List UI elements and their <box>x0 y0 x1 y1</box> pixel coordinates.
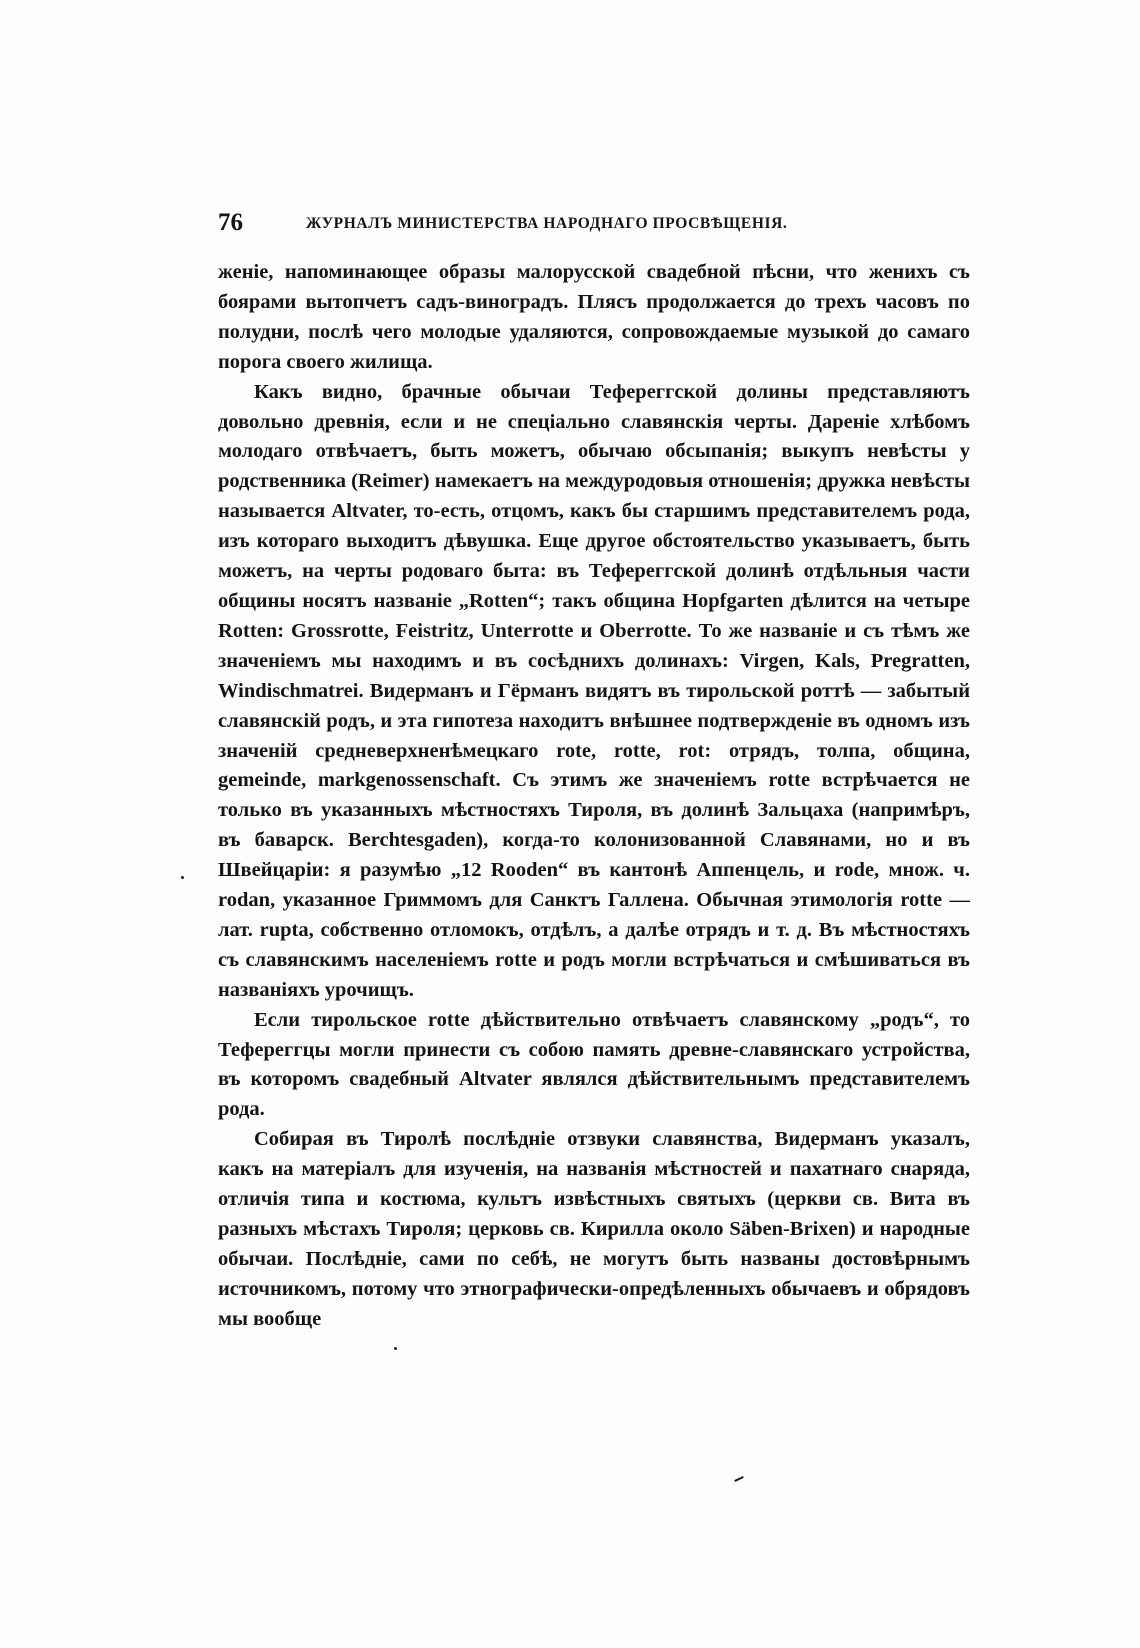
ink-speck <box>394 1347 397 1350</box>
paragraph-slavic-traces: Собирая въ Тиролѣ послѣдніе отзвуки славянства, Видерманъ указалъ, какъ на матеріалъ для изученія, на названія мѣстностей и пахатнаго снаряда, отличія типа и костюма, культъ извѣстныхъ святыхъ (церкви св. Вита въ разныхъ мѣстахъ Тироля; церковь св. Кирилла около Säben-Brixen) и народные обычаи. Послѣдніе, сами по себѣ, не могутъ быть названы достовѣрнымъ источникомъ, потому что этнографически-опредѣленныхъ обычаевъ и обрядовъ мы вообще <box>218 1128 970 1330</box>
paragraph-tyrolean-rotte: Если тирольское rotte дѣйствительно отвѣчаетъ славянскому „родъ“, то Тефереггцы могли принести съ собою память древне-славянскаго устройства, въ которомъ свадебный Altvater являлся дѣйствительнымъ представителемъ рода. <box>218 1008 970 1121</box>
body-text <box>218 258 970 1335</box>
paragraph-continuation: женіе, напоминающее образы малорусской свадебной пѣсни, что женихъ съ боярами вытопчетъ садъ-виноградъ. Плясъ продолжается до трехъ часовъ по полудни, послѣ чего молодые удаляются, сопровождаемые музыкой до самаго порога своего жилища. <box>218 261 970 373</box>
paragraph-wedding-customs: Какъ видно, брачные обычаи Тефереггской долины представляютъ довольно древнія, если и не спеціально славянскія черты. Дареніе хлѣбомъ молодаго отвѣчаетъ, быть можетъ, обычаю обсыпанія; выкупъ невѣсты у родственника (Reimer) намекаетъ на междуродовыя отношенія; дружка невѣсты называется Altvater, то-есть, отцомъ, какъ бы старшимъ представителемъ рода, изъ котораго выходитъ дѣвушка. Еще другое обстоятельство указываетъ, быть можетъ, на черты родоваго быта: въ Тефереггской долинѣ отдѣльныя части общины носятъ названіе „Rotten“; такъ община Hopfgarten дѣлится на четыре Rotten: Grossrotte, Feistritz, Unterrotte и Oberrotte. То же названіе и съ тѣмъ же значеніемъ мы находимъ и въ сосѣднихъ долинахъ: Virgen, Kals, Pregratten, Windischmatrei. Видерманъ и Гёрманъ видятъ въ тирольской роттѣ — забытый славянскій родъ, и эта гипотеза находитъ внѣшнее подтвержденіе въ одномъ изъ значеній средневерхненѣмецкаго rote, rotte, rot: отрядъ, толпа, община, gemeinde, markgenossenschaft. Съ этимъ же значеніемъ rotte встрѣчается не только въ указанныхъ мѣстностяхъ Тироля, въ долинѣ Зальцаха (напримѣръ, въ баварск. Berchtesgaden), когда-то колонизованной Славянами, но и въ Швейцаріи: я разумѣю „12 Rooden“ въ кантонѣ Аппенцель, и rode, множ. ч. rodan, указанное Гриммомъ для Санктъ Галлена. Обычная этимологія rotte — лат. rupta, собственно отломокъ, отдѣлъ, а далѣе отрядъ и т. д. Въ мѣстностяхъ съ славянскимъ населеніемъ rotte и родъ могли встрѣчаться и смѣшиваться въ названіяхъ урочищъ. <box>218 380 970 1001</box>
running-title: ЖУРНАЛЪ МИНИСТЕРСТВА НАРОДНАГО ПРОСВѢЩЕНІЯ. <box>306 215 788 232</box>
ink-speck <box>181 876 184 879</box>
ink-speck <box>734 1476 744 1482</box>
page-header <box>218 208 970 248</box>
page-number: 76 <box>218 209 243 236</box>
